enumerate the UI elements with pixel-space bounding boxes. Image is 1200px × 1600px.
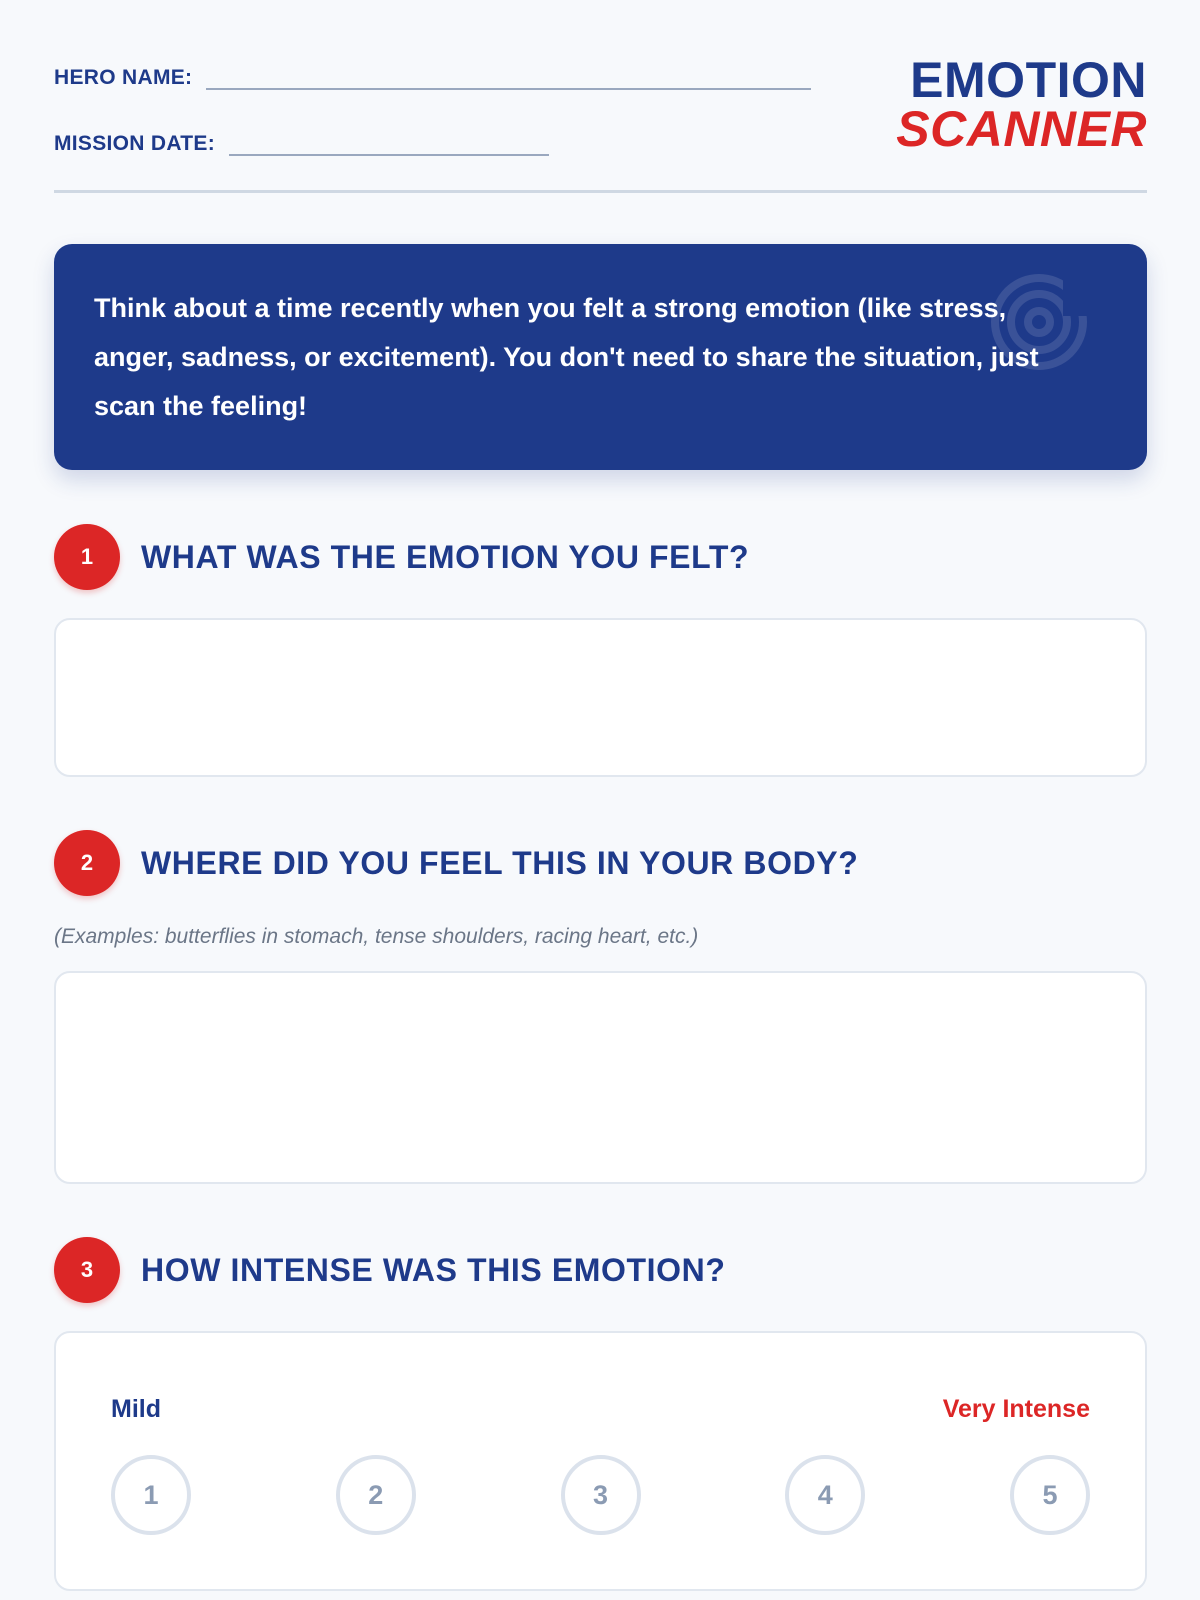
mission-date-label: MISSION DATE:: [54, 132, 216, 155]
section-1-number-badge: 1: [54, 524, 120, 590]
brand-title-line2: SCANNER: [896, 101, 1147, 157]
brand-title-line1: EMOTION: [910, 52, 1147, 108]
intro-card: [54, 244, 1147, 470]
scale-option-5[interactable]: 5: [1010, 1455, 1090, 1535]
scale-max-label: Very Intense: [942, 1395, 1090, 1423]
mission-date-field[interactable]: [229, 126, 549, 156]
section-1-heading: [54, 524, 749, 590]
body-examples-hint: (Examples: butterflies in stomach, tense shoulders, racing heart, etc.): [54, 925, 699, 948]
scale-min-label: Mild: [111, 1395, 161, 1423]
worksheet-header: [54, 0, 1147, 193]
hero-name-field[interactable]: [206, 60, 811, 90]
emotion-answer-box[interactable]: [54, 618, 1147, 777]
intro-instructions: Think about a time recently when you felt a strong emotion (like stress, anger, sadness, or excitement). You don't need to share the situation, just scan the feeling!: [94, 293, 1039, 421]
section-3-title: HOW INTENSE WAS THIS EMOTION?: [141, 1251, 726, 1288]
section-2-number-badge: 2: [54, 830, 120, 896]
mission-date-row: [54, 126, 549, 156]
intensity-scale: [111, 1455, 1090, 1535]
section-2-title: WHERE DID YOU FEEL THIS IN YOUR BODY?: [141, 844, 859, 881]
section-2-heading: [54, 830, 858, 896]
scale-option-3[interactable]: 3: [561, 1455, 641, 1535]
hero-name-row: [54, 60, 811, 90]
worksheet-page: [54, 0, 1147, 1510]
section-3-heading: [54, 1237, 726, 1303]
intensity-scale-card: [54, 1331, 1147, 1591]
scale-option-4[interactable]: 4: [785, 1455, 865, 1535]
brand-logo: [896, 52, 1147, 157]
section-3-number-badge: 3: [54, 1237, 120, 1303]
section-1-title: WHAT WAS THE EMOTION YOU FELT?: [141, 538, 750, 575]
hero-name-label: HERO NAME:: [54, 66, 193, 89]
scale-option-1[interactable]: 1: [111, 1455, 191, 1535]
body-location-answer-box[interactable]: [54, 971, 1147, 1184]
scale-option-2[interactable]: 2: [336, 1455, 416, 1535]
